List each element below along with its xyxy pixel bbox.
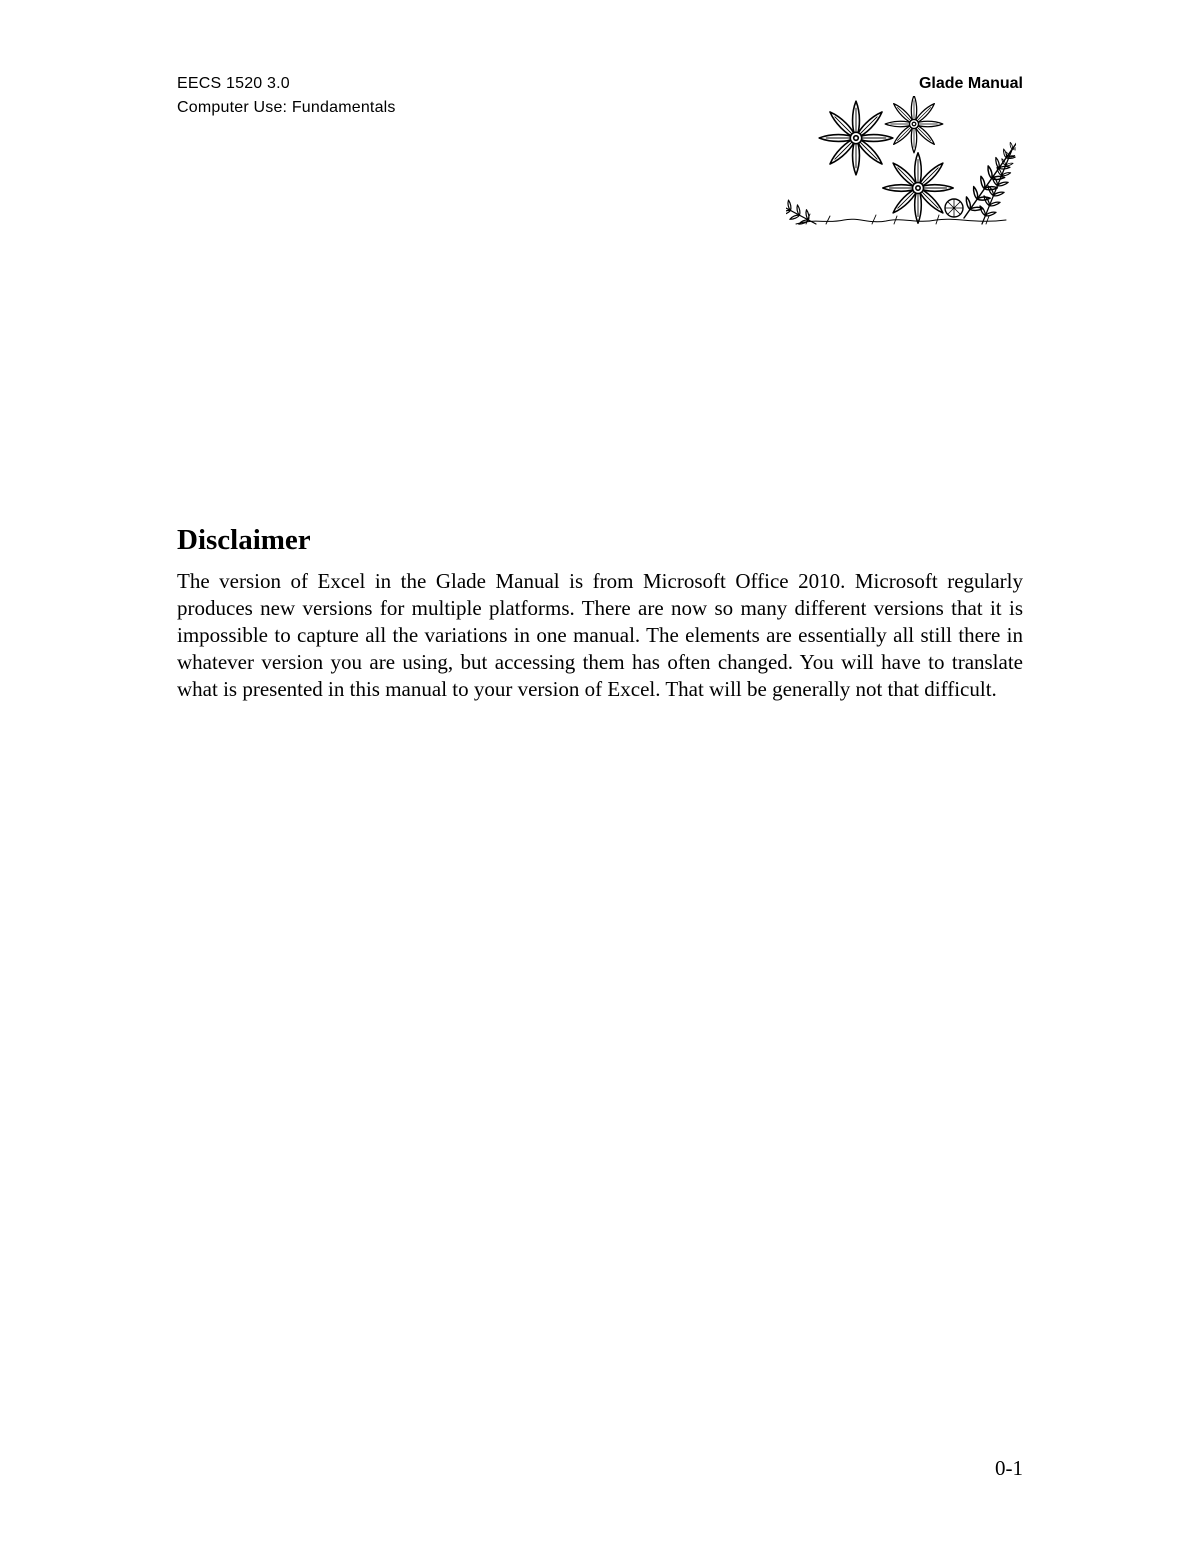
section-title: Disclaimer [177,524,311,556]
header-left [177,72,396,120]
course-title: Computer Use: Fundamentals [177,99,396,116]
page-number: 0-1 [995,1456,1023,1480]
disclaimer-paragraph: The version of Excel in the Glade Manual is from Microsoft Office 2010. Microsoft regularly produces new versions for multiple platforms. There are now so many different versions that it is impossible to capture all the variations in one manual. The elements are essentially all still there in whatever version you are using, but accessing them has often changed. You will have to translate what is presented in this manual to your version of Excel. That will be generally not that difficult. [177,569,1023,701]
flowers-ferns-icon [786,96,1016,226]
manual-title: Glade Manual [918,75,1023,92]
course-code: EECS 1520 3.0 [177,75,290,92]
